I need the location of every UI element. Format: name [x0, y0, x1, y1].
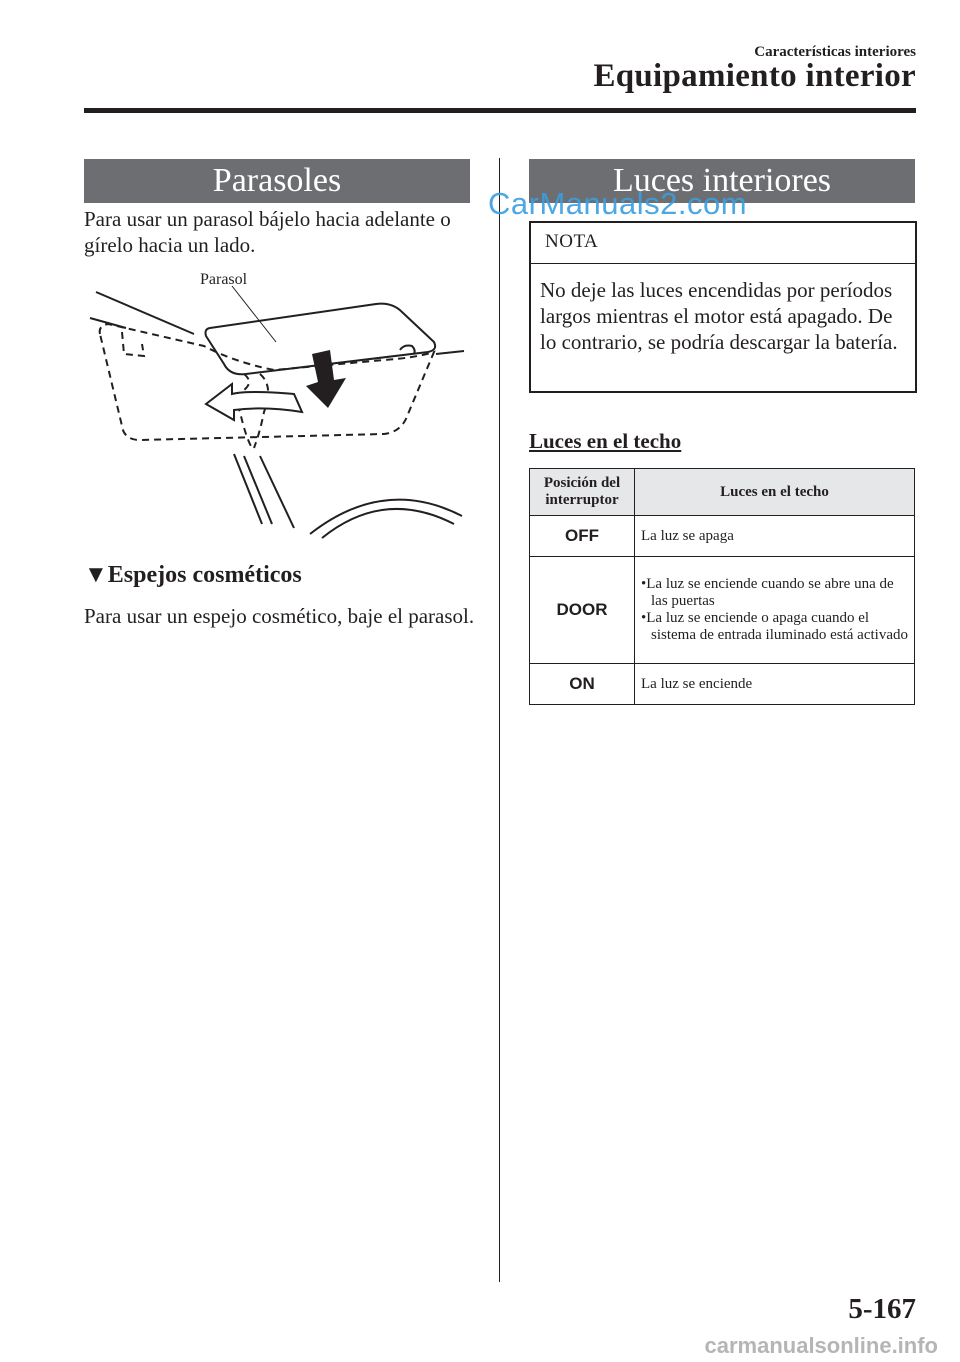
table-row [530, 664, 915, 705]
parasol-callout: Parasol [200, 271, 248, 288]
subheading-text: Espejos cosméticos [107, 562, 302, 588]
subheading-espejos [84, 562, 302, 589]
note-label: NOTA [545, 231, 599, 252]
note-box [529, 221, 917, 393]
table-row [530, 557, 915, 664]
page-number: 5-167 [848, 1293, 916, 1325]
list-item: • La luz se enciende o apaga cuando el sistema de entrada iluminado está activado [641, 610, 908, 644]
column-header-switch: Posición del interruptor [530, 469, 635, 516]
switch-on-label: ON [530, 664, 635, 705]
list-item: • La luz se enciende cuando se abre una de las puertas [641, 576, 908, 610]
ceiling-light-table [529, 468, 915, 705]
header-rule [84, 108, 916, 113]
subheading-luces-techo: Luces en el techo [529, 429, 682, 453]
parasol-instructions: Para usar un parasol bájelo hacia adelante o gírelo hacia un lado. [84, 207, 451, 257]
row-description [635, 557, 915, 664]
table-row [530, 516, 915, 557]
page-title: Equipamiento interior [593, 58, 916, 94]
heading-luces-interiores: Luces interiores [529, 159, 915, 203]
triangle-marker-icon: ▼ [84, 562, 108, 588]
mirror-instructions: Para usar un espejo cosmético, baje el parasol. [84, 604, 475, 628]
heading-parasoles: Parasoles [84, 159, 470, 203]
footer-watermark: carmanualsonline.info [704, 1333, 938, 1358]
switch-door-label: DOOR [530, 557, 635, 664]
sun-visor-illustration [84, 262, 484, 542]
note-divider [531, 263, 915, 264]
section-title: Características interiores [754, 44, 916, 60]
note-text: No deje las luces encendidas por períodos largos mientras el motor está apagado. De lo contrario, se podría descargar la batería. [540, 278, 898, 354]
column-header-lights: Luces en el techo [635, 469, 915, 516]
column-divider [499, 158, 500, 1282]
row-description: La luz se apaga [635, 516, 915, 557]
row-description: La luz se enciende [635, 664, 915, 705]
watermark: CarManuals2.com [488, 186, 748, 221]
switch-off-label: OFF [530, 516, 635, 557]
table-header-row [530, 469, 915, 516]
